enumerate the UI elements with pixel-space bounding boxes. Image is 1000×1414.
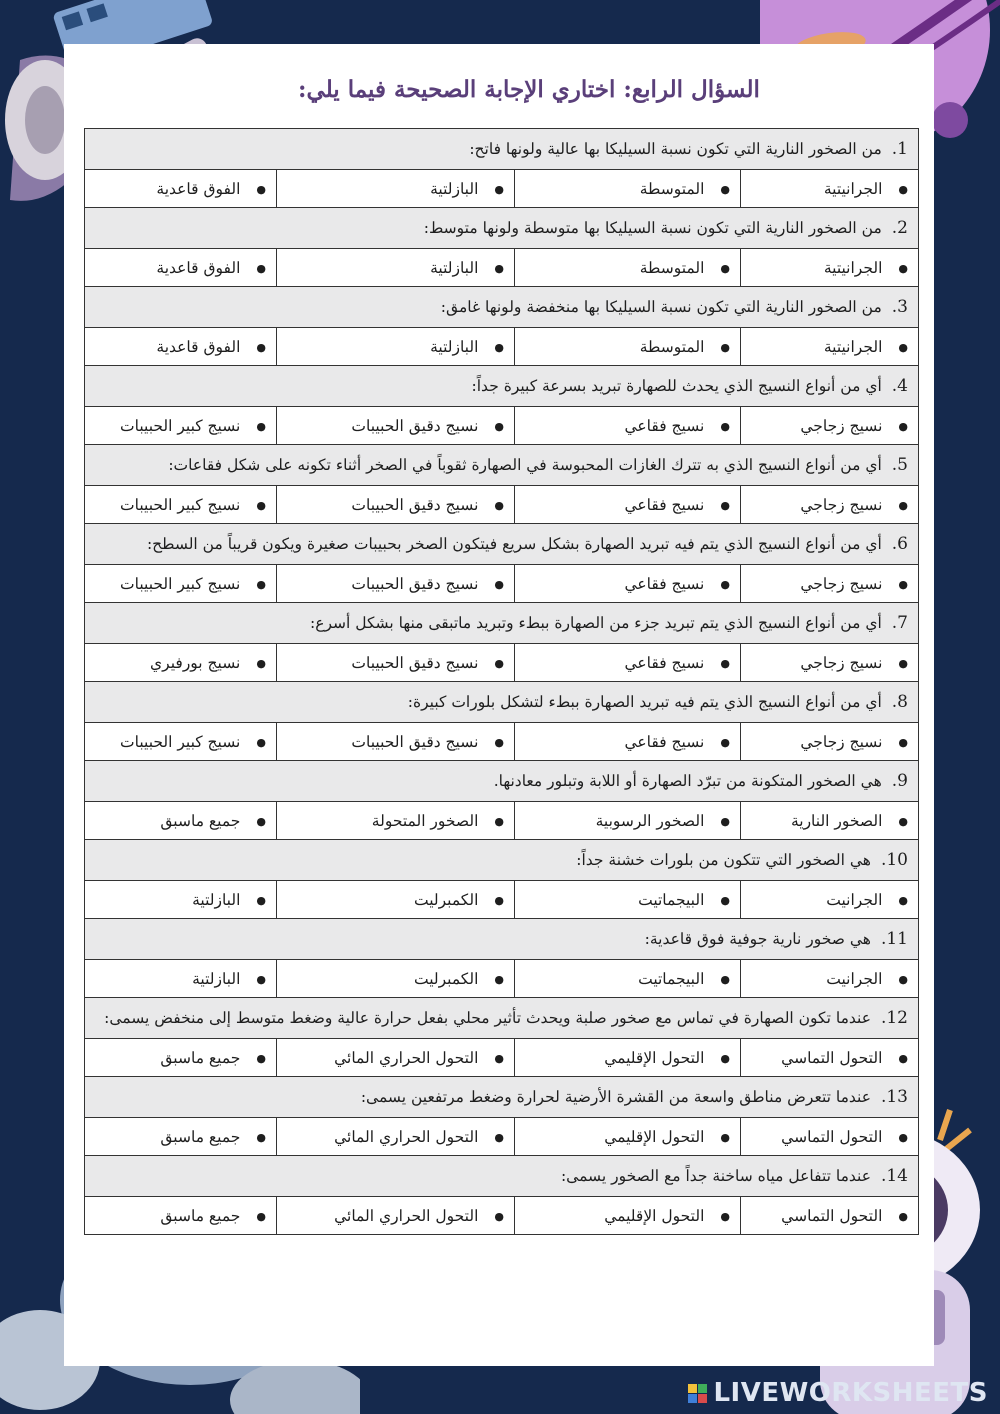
option-label: نسيج بورفيري [150, 653, 241, 672]
bullet-icon: ● [720, 657, 730, 670]
option-label: الصخور النارية [790, 811, 883, 830]
option-label: الكمبرليت [413, 969, 479, 988]
option-label: نسيج فقاعي [624, 653, 705, 672]
answer-option[interactable] [741, 723, 919, 761]
bullet-icon: ● [898, 578, 908, 591]
option-label: نسيج دقيق الحبيبات [351, 732, 479, 751]
question-row [85, 998, 919, 1039]
answer-option[interactable] [515, 644, 741, 682]
option-label: البيجماتيت [638, 969, 705, 988]
options-row [85, 328, 919, 366]
answer-option[interactable] [515, 249, 741, 287]
question-cell [85, 682, 919, 723]
options-row [85, 249, 919, 287]
question-text: هي الصخور التي تتكون من بلورات خشنة جداً: [576, 851, 871, 869]
bullet-icon: ● [256, 341, 266, 354]
bullet-icon: ● [720, 578, 730, 591]
question-number: 6. [891, 534, 908, 554]
question-number: 14. [880, 1166, 908, 1186]
answer-option[interactable] [85, 1197, 277, 1235]
option-label: جميع ماسبق [160, 1048, 241, 1067]
option-label: نسيج زجاجي [800, 732, 883, 751]
answer-option[interactable] [741, 170, 919, 208]
question-cell [85, 1156, 919, 1197]
bullet-icon: ● [494, 815, 504, 828]
bullet-icon: ● [720, 1131, 730, 1144]
question-text: من الصخور النارية التي تكون نسبة السيليكا بها عالية ولونها فاتح: [469, 140, 882, 158]
answer-option[interactable] [85, 723, 277, 761]
answer-option[interactable] [277, 802, 515, 840]
bullet-icon: ● [720, 420, 730, 433]
option-label: الجرانيت [826, 969, 883, 988]
option-label: البازلتية [430, 179, 479, 198]
answer-option[interactable] [515, 723, 741, 761]
bullet-icon: ● [256, 973, 266, 986]
option-label: جميع ماسبق [160, 1127, 241, 1146]
answer-option[interactable] [277, 486, 515, 524]
question-cell [85, 919, 919, 960]
question-number: 5. [891, 455, 908, 475]
bullet-icon: ● [898, 262, 908, 275]
option-label: جميع ماسبق [160, 1206, 241, 1225]
question-number: 1. [891, 139, 908, 159]
answer-option[interactable] [85, 1118, 277, 1156]
bullet-icon: ● [898, 341, 908, 354]
options-row [85, 486, 919, 524]
options-row [85, 407, 919, 445]
answer-option[interactable] [741, 328, 919, 366]
question-cell [85, 445, 919, 486]
bullet-icon: ● [720, 499, 730, 512]
option-label: التحول الإقليمي [604, 1127, 705, 1146]
question-cell [85, 208, 919, 249]
options-row [85, 565, 919, 603]
options-row [85, 1197, 919, 1235]
bullet-icon: ● [256, 815, 266, 828]
question-number: 11. [880, 929, 908, 949]
answer-option[interactable] [515, 407, 741, 445]
question-text: هي الصخور المتكونة من تبرّد الصهارة أو اللابة وتبلور معادنها. [493, 772, 882, 790]
bullet-icon: ● [720, 341, 730, 354]
question-number: 12. [880, 1008, 908, 1028]
question-row [85, 682, 919, 723]
question-cell [85, 524, 919, 565]
answer-option[interactable] [741, 881, 919, 919]
bullet-icon: ● [898, 499, 908, 512]
bullet-icon: ● [898, 657, 908, 670]
bullet-icon: ● [494, 341, 504, 354]
answer-option[interactable] [515, 1118, 741, 1156]
options-row [85, 723, 919, 761]
option-label: الفوق قاعدية [156, 258, 241, 277]
answer-option[interactable] [515, 802, 741, 840]
bullet-icon: ● [494, 894, 504, 907]
option-label: نسيج كبير الحبيبات [120, 574, 241, 593]
question-row [85, 445, 919, 486]
options-row [85, 1118, 919, 1156]
options-row [85, 1039, 919, 1077]
answer-option[interactable] [85, 486, 277, 524]
question-row [85, 840, 919, 881]
bullet-icon: ● [720, 262, 730, 275]
question-row [85, 129, 919, 170]
answer-option[interactable] [741, 249, 919, 287]
bullet-icon: ● [256, 578, 266, 591]
question-row [85, 287, 919, 328]
bullet-icon: ● [720, 1052, 730, 1065]
question-text: أي من أنواع النسيج الذي يحدث للصهارة تبريد بسرعة كبيرة جداً: [471, 377, 882, 395]
bullet-icon: ● [898, 420, 908, 433]
bullet-icon: ● [256, 499, 266, 512]
question-cell [85, 998, 919, 1039]
answer-option[interactable] [277, 249, 515, 287]
answer-option[interactable] [85, 1039, 277, 1077]
option-label: التحول الإقليمي [604, 1048, 705, 1067]
question-cell [85, 366, 919, 407]
answer-option[interactable] [741, 802, 919, 840]
option-label: الفوق قاعدية [156, 337, 241, 356]
question-text: أي من أنواع النسيج الذي يتم فيه تبريد الصهارة ببطء لتشكل بلورات كبيرة: [407, 693, 882, 711]
answer-option[interactable] [515, 565, 741, 603]
option-label: الصخور المتحولة [371, 811, 479, 830]
question-cell [85, 1077, 919, 1118]
answer-option[interactable] [741, 407, 919, 445]
answer-option[interactable] [85, 960, 277, 998]
questions-table [84, 128, 919, 1235]
logo-text: LIVEWORKSHEETS [713, 1378, 988, 1408]
question-cell [85, 287, 919, 328]
bullet-icon: ● [720, 815, 730, 828]
answer-option[interactable] [515, 881, 741, 919]
question-row [85, 761, 919, 802]
question-text: من الصخور النارية التي تكون نسبة السيليكا بها منخفضة ولونها غامق: [440, 298, 882, 316]
answer-option[interactable] [277, 644, 515, 682]
bullet-icon: ● [898, 894, 908, 907]
option-label: التحول الحراري المائي [334, 1048, 479, 1067]
question-number: 3. [891, 297, 908, 317]
option-label: الجرانيتية [823, 258, 883, 277]
option-label: نسيج دقيق الحبيبات [351, 653, 479, 672]
liveworksheets-badge-icon [688, 1384, 707, 1403]
option-label: الفوق قاعدية [156, 179, 241, 198]
answer-option[interactable] [85, 407, 277, 445]
answer-option[interactable] [277, 565, 515, 603]
bullet-icon: ● [898, 1052, 908, 1065]
question-text: عندما تتعرض مناطق واسعة من القشرة الأرضية لحرارة وضغط مرتفعين يسمى: [360, 1088, 871, 1106]
option-label: نسيج زجاجي [800, 653, 883, 672]
bullet-icon: ● [494, 1052, 504, 1065]
bullet-icon: ● [898, 1131, 908, 1144]
question-number: 9. [891, 771, 908, 791]
answer-option[interactable] [515, 486, 741, 524]
answer-option[interactable] [277, 1197, 515, 1235]
answer-option[interactable] [741, 1039, 919, 1077]
option-label: نسيج كبير الحبيبات [120, 416, 241, 435]
option-label: البيجماتيت [638, 890, 705, 909]
question-text: عندما تتفاعل مياه ساخنة جداً مع الصخور يسمى: [560, 1167, 871, 1185]
option-label: المتوسطة [639, 258, 705, 277]
answer-option[interactable] [277, 328, 515, 366]
option-label: نسيج زجاجي [800, 416, 883, 435]
answer-option[interactable] [85, 644, 277, 682]
options-row [85, 881, 919, 919]
bullet-icon: ● [256, 183, 266, 196]
option-label: نسيج فقاعي [624, 574, 705, 593]
answer-option[interactable] [277, 723, 515, 761]
question-row [85, 919, 919, 960]
option-label: نسيج فقاعي [624, 732, 705, 751]
bullet-icon: ● [256, 262, 266, 275]
option-label: نسيج دقيق الحبيبات [351, 574, 479, 593]
question-number: 7. [891, 613, 908, 633]
option-label: نسيج زجاجي [800, 574, 883, 593]
answer-option[interactable] [515, 170, 741, 208]
option-label: الجرانيت [826, 890, 883, 909]
answer-option[interactable] [741, 486, 919, 524]
question-number: 10. [880, 850, 908, 870]
bullet-icon: ● [256, 894, 266, 907]
answer-option[interactable] [277, 407, 515, 445]
option-label: البازلتية [192, 969, 241, 988]
answer-option[interactable] [741, 644, 919, 682]
bullet-icon: ● [256, 420, 266, 433]
question-text: عندما تكون الصهارة في تماس مع صخور صلبة ويحدث تأثير محلي بفعل حرارة عالية وضغط متوسط إلى منخفض يسمى: [104, 1009, 871, 1027]
answer-option[interactable] [741, 1118, 919, 1156]
bullet-icon: ● [256, 1210, 266, 1223]
bullet-icon: ● [720, 736, 730, 749]
option-label: البازلتية [430, 258, 479, 277]
question-text: هي صخور نارية جوفية فوق قاعدية: [644, 930, 871, 948]
bullet-icon: ● [494, 973, 504, 986]
answer-option[interactable] [741, 1197, 919, 1235]
option-label: نسيج كبير الحبيبات [120, 495, 241, 514]
bullet-icon: ● [720, 183, 730, 196]
bullet-icon: ● [494, 1210, 504, 1223]
question-row [85, 1156, 919, 1197]
answer-option[interactable] [85, 565, 277, 603]
question-text: أي من أنواع النسيج الذي به تترك الغازات المحبوسة في الصهارة ثقوباً في الصخر أثناء تكونه على شكل فقاعات: [168, 456, 882, 474]
answer-option[interactable] [515, 328, 741, 366]
option-label: نسيج زجاجي [800, 495, 883, 514]
bullet-icon: ● [494, 420, 504, 433]
answer-option[interactable] [85, 328, 277, 366]
bullet-icon: ● [494, 499, 504, 512]
question-row [85, 208, 919, 249]
question-cell [85, 761, 919, 802]
bullet-icon: ● [494, 578, 504, 591]
bullet-icon: ● [720, 1210, 730, 1223]
option-label: نسيج دقيق الحبيبات [351, 495, 479, 514]
options-row [85, 170, 919, 208]
question-row [85, 524, 919, 565]
bullet-icon: ● [720, 894, 730, 907]
bullet-icon: ● [256, 657, 266, 670]
option-label: التحول التماسي [781, 1127, 883, 1146]
answer-option[interactable] [85, 802, 277, 840]
question-row [85, 366, 919, 407]
option-label: الجرانيتية [823, 179, 883, 198]
bullet-icon: ● [898, 1210, 908, 1223]
option-label: التحول التماسي [781, 1206, 883, 1225]
answer-option[interactable] [85, 249, 277, 287]
bullet-icon: ● [898, 736, 908, 749]
question-row [85, 1077, 919, 1118]
answer-option[interactable] [277, 1118, 515, 1156]
option-label: نسيج فقاعي [624, 416, 705, 435]
option-label: التحول الحراري المائي [334, 1206, 479, 1225]
option-label: الجرانيتية [823, 337, 883, 356]
answer-option[interactable] [277, 960, 515, 998]
answer-option[interactable] [277, 170, 515, 208]
question-cell [85, 603, 919, 644]
bullet-icon: ● [256, 736, 266, 749]
liveworksheets-logo [688, 1378, 988, 1408]
answer-option[interactable] [85, 881, 277, 919]
option-label: المتوسطة [639, 337, 705, 356]
bullet-icon: ● [898, 815, 908, 828]
bullet-icon: ● [720, 973, 730, 986]
options-row [85, 960, 919, 998]
question-cell [85, 840, 919, 881]
option-label: جميع ماسبق [160, 811, 241, 830]
page-title: السؤال الرابع: اختاري الإجابة الصحيحة فيما يلي: [298, 76, 760, 103]
answer-option[interactable] [515, 1039, 741, 1077]
answer-option[interactable] [515, 1197, 741, 1235]
option-label: التحول الحراري المائي [334, 1127, 479, 1146]
bullet-icon: ● [256, 1131, 266, 1144]
question-number: 2. [891, 218, 908, 238]
question-row [85, 603, 919, 644]
bullet-icon: ● [494, 657, 504, 670]
bullet-icon: ● [898, 183, 908, 196]
bullet-icon: ● [494, 183, 504, 196]
bullet-icon: ● [494, 262, 504, 275]
option-label: نسيج فقاعي [624, 495, 705, 514]
bullet-icon: ● [494, 1131, 504, 1144]
answer-option[interactable] [515, 960, 741, 998]
option-label: التحول التماسي [781, 1048, 883, 1067]
question-text: أي من أنواع النسيج الذي يتم فيه تبريد الصهارة بشكل سريع فيتكون الصخر بحبيبات صغيرة ويكون قريباً من السطح: [146, 535, 882, 553]
answer-option[interactable] [85, 170, 277, 208]
option-label: نسيج كبير الحبيبات [120, 732, 241, 751]
bullet-icon: ● [256, 1052, 266, 1065]
options-row [85, 802, 919, 840]
answer-option[interactable] [277, 881, 515, 919]
question-cell [85, 129, 919, 170]
option-label: نسيج دقيق الحبيبات [351, 416, 479, 435]
option-label: البازلتية [192, 890, 241, 909]
option-label: البازلتية [430, 337, 479, 356]
bullet-icon: ● [898, 973, 908, 986]
answer-option[interactable] [277, 1039, 515, 1077]
options-row [85, 644, 919, 682]
bullet-icon: ● [494, 736, 504, 749]
option-label: التحول الإقليمي [604, 1206, 705, 1225]
option-label: المتوسطة [639, 179, 705, 198]
question-text: أي من أنواع النسيج الذي يتم تبريد جزء من الصهارة ببطء وتبريد ماتبقى منها بشكل أسرع: [310, 614, 882, 632]
question-number: 13. [880, 1087, 908, 1107]
option-label: الصخور الرسوبية [595, 811, 705, 830]
question-number: 4. [891, 376, 908, 396]
answer-option[interactable] [741, 960, 919, 998]
worksheet-page [64, 44, 934, 1366]
question-text: من الصخور النارية التي تكون نسبة السيليكا بها متوسطة ولونها متوسط: [423, 219, 882, 237]
answer-option[interactable] [741, 565, 919, 603]
question-number: 8. [891, 692, 908, 712]
option-label: الكمبرليت [413, 890, 479, 909]
